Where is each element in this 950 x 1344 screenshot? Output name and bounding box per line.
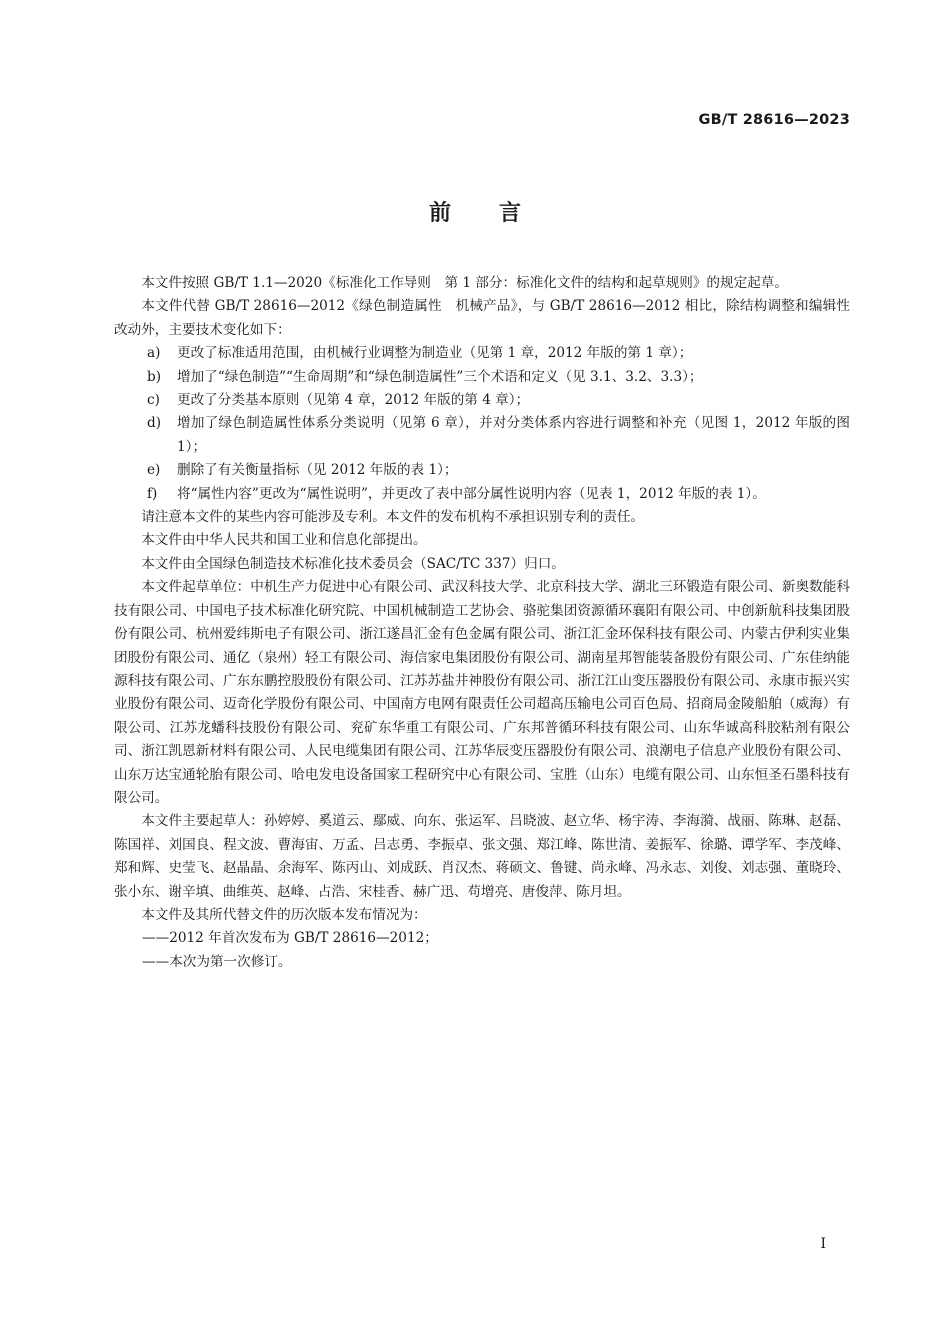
page-title: 前言: [428, 201, 569, 226]
patent-notice: 请注意本文件的某些内容可能涉及专利。本文件的发布机构不承担识别专利的责任。: [141, 509, 645, 526]
proposed-by: 本文件由中华人民共和国工业和信息化部提出。: [141, 532, 427, 549]
replace-paragraph: 本文件代替 GB/T 28616—2012《绿色制造属性 机械产品》，与 GB/T 28616—2012 相比，除结构调整和编辑性改动外，主要技术变化如下：: [114, 298, 850, 338]
list-text: 更改了标准适用范围，由机械行业调整为制造业（见第 1 章，2012 年版的第 1 章）；: [177, 345, 693, 362]
list-text: 将“属性内容”更改为“属性说明”，并更改了表中部分属性说明内容（见表 1，2012 年版的表 1）。: [177, 485, 766, 502]
change-item-a: [114, 342, 850, 365]
standard-code: GB/T 28616—2023: [698, 112, 850, 128]
history-item: ——2012 年首次发布为 GB/T 28616—2012；: [142, 930, 438, 947]
foreword-body: [114, 272, 850, 974]
change-item-c: [114, 389, 850, 412]
drafting-units: 本文件起草单位：中机生产力促进中心有限公司、武汉科技大学、北京科技大学、湖北三环锻造有限公司、新奥数能科技有限公司、中国电子技术标准化研究院、中国机械制造工艺协会、骆驼集团资源循环襄阳有限公司、中创新航科技集团股份有限公司、杭州爱纬斯电子有限公司、浙江遂昌汇金有色金属有限公司、浙江汇金环保科技有限公司、内蒙古伊利实业集团股份有限公司、通亿（泉州）轻工有限公司、海信家电集团股份有限公司、湖南星邦智能装备股份有限公司、广东佳纳能源科技有限公司、广东东鹏控股股份有限公司、江苏苏盐井神股份有限公司、浙江江山变压器股份有限公司、永康市振兴实业股份有限公司、迈奇化学股份有限公司、中国南方电网有限责任公司超高压输电公司百色局、招商局金陵船舶（威海）有限公司、江苏龙蟠科技股份有限公司、兖矿东华重工有限公司、广东邦普循环科技有限公司、山东华诚高科胶粘剂有限公司、浙江凯恩新材料有限公司、人民电缆集团有限公司、江苏华辰变压器股份有限公司、浪潮电子信息产业股份有限公司、山东万达宝通轮胎有限公司、哈电发电设备国家工程研究中心有限公司、宝胜（山东）电缆有限公司、山东恒圣石墨科技有限公司。: [114, 579, 850, 806]
list-marker: e): [147, 462, 161, 479]
drafters: 本文件主要起草人：孙婷婷、奚道云、鄢威、向东、张运军、吕晓波、赵立华、杨宇涛、李海漪、战丽、陈琳、赵磊、陈国祥、刘国良、程文波、曹海宙、万孟、吕志勇、李振卓、张文强、郑江峰、陈世清、姜振军、徐璐、谭学军、李茂峰、郑和辉、史莹飞、赵晶晶、余海军、陈丙山、刘成跃、肖汉杰、蒋硕文、鲁键、尚永峰、冯永志、刘俊、刘志强、董晓玲、张小东、谢辛填、曲维英、赵峰、占浩、宋桂香、赫广迅、苟增亮、唐俊萍、陈月坦。: [114, 813, 850, 900]
intro-paragraph: 本文件按照 GB/T 1.1—2020《标准化工作导则 第 1 部分：标准化文件的结构和起草规则》的规定起草。: [141, 275, 788, 291]
change-item-b: [114, 366, 850, 389]
list-marker: c): [147, 392, 160, 409]
list-marker: a): [147, 345, 161, 362]
list-marker: d): [147, 415, 162, 432]
history-intro: 本文件及其所代替文件的历次版本发布情况为：: [141, 906, 427, 923]
change-item-f: [114, 483, 850, 506]
list-text: 更改了分类基本原则（见第 4 章，2012 年版的第 4 章）；: [177, 392, 530, 409]
list-text: 增加了绿色制造属性体系分类说明（见第 6 章），并对分类体系内容进行调整和补充（见图 1，2012 年版的图 1）；: [177, 415, 850, 455]
managed-by: 本文件由全国绿色制造技术标准化技术委员会（SAC/TC 337）归口。: [141, 555, 565, 572]
list-marker: f): [147, 485, 158, 502]
list-text: 删除了有关衡量指标（见 2012 年版的表 1）；: [177, 462, 458, 479]
change-item-d: [114, 412, 850, 459]
list-text: 增加了“绿色制造”“生命周期”和“绿色制造属性”三个术语和定义（见 3.1、3.2、3.3）；: [177, 368, 703, 385]
history-item: ——本次为第一次修订。: [142, 953, 292, 970]
page-number: I: [820, 1236, 826, 1252]
change-item-e: [114, 459, 850, 482]
list-marker: b): [147, 368, 162, 385]
